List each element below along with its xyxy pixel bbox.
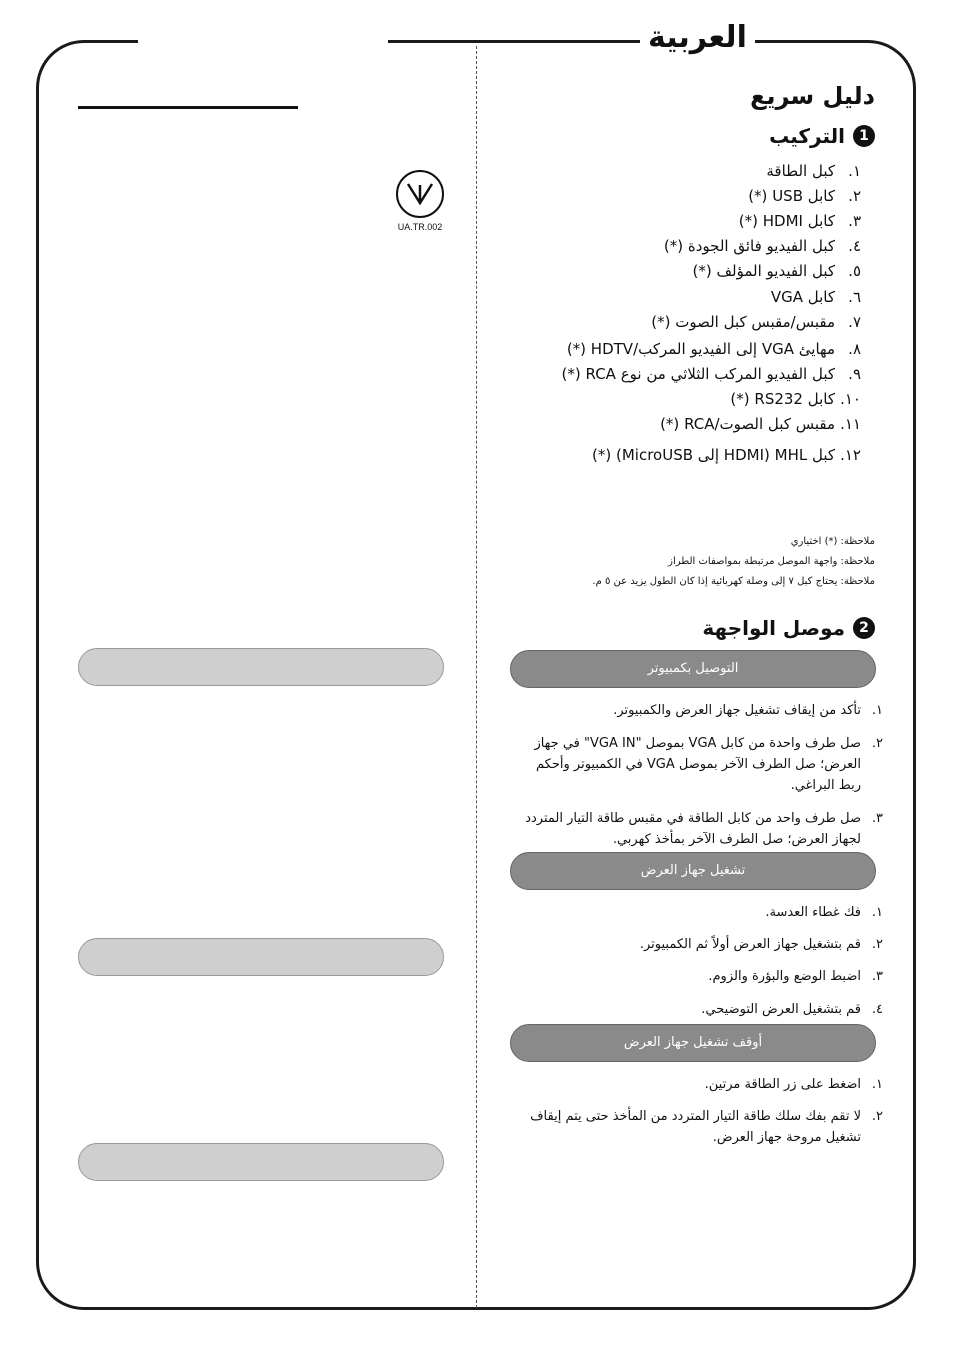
step-number: ٣. [871, 811, 883, 826]
installation-title: التركيب [769, 124, 845, 148]
item-number: ٣. [848, 212, 861, 230]
left-placeholder-bar-2 [78, 938, 444, 976]
list-item [739, 212, 861, 230]
note-cable-length: ملاحظة: يحتاج كبل ٧ إلى وصلة كهربائية إذا كان الطول يزيد عن ٥ م. [592, 576, 875, 587]
list-item [766, 162, 861, 180]
item-number: ٤. [848, 237, 861, 255]
item-number: ٩. [848, 365, 861, 383]
item-text: كبل الطاقة [766, 162, 835, 180]
item-text: كابل HDMI (*) [738, 212, 835, 230]
list-item [562, 365, 861, 383]
step-text: لا تقم بفك سلك طاقة التيار المتردد من المأخذ حتى يتم إيقاف تشغيل مروحة جهاز العرض. [530, 1109, 861, 1145]
step-number: ١. [871, 905, 883, 920]
item-text: مقبس كبل الصوت/RCA (*) [660, 415, 835, 433]
item-number: ١. [848, 162, 861, 180]
list-item [592, 446, 861, 464]
item-number: ٢. [848, 187, 861, 205]
item-text: كبل الفيديو المركب الثلاثي من نوع RCA (*) [561, 365, 835, 383]
step-number: ٣. [871, 969, 883, 984]
step-number: ٢. [871, 1109, 883, 1124]
interface-title: موصل الواجهة [702, 616, 845, 640]
item-text: كابل VGA [770, 288, 835, 306]
step-item [511, 966, 883, 987]
list-item [651, 313, 861, 331]
section-number-2-icon: 2 [853, 617, 875, 639]
item-number: ٧. [848, 313, 861, 331]
step-text: اضبط الوضع والبؤرة والزوم. [708, 969, 861, 984]
ukrainian-conformity-mark-icon [396, 170, 444, 218]
interface-heading [702, 616, 875, 640]
step-number: ٢. [871, 736, 883, 751]
step-item [511, 700, 883, 721]
left-placeholder-bar-1 [78, 648, 444, 686]
list-item [730, 390, 861, 408]
item-text: مقبس/مقبس كبل الصوت (*) [651, 313, 835, 331]
step-item [511, 733, 883, 796]
item-number: ١١. [840, 415, 861, 433]
list-item [567, 340, 861, 358]
column-divider [476, 46, 477, 1308]
item-text: كبل MHL (HDMI إلى MicroUSB) (*) [592, 446, 835, 464]
left-rule [78, 106, 298, 109]
list-item [660, 415, 861, 433]
note-connector: ملاحظة: واجهة الموصل مرتبطة بمواصفات الطراز [668, 556, 875, 567]
section-header-power-off: أوقف تشغيل جهاز العرض [510, 1024, 876, 1062]
item-number: ٥. [848, 262, 861, 280]
step-item [511, 902, 883, 923]
item-text: مهايئ VGA إلى الفيديو المركب/HDTV (*) [566, 340, 835, 358]
step-item [511, 808, 883, 850]
step-text: صل طرف واحدة من كابل VGA بموصل "VGA IN" في جهاز العرض؛ صل الطرف الآخر بموصل VGA في الكمبيوتر وأحكم ربط البراغي. [534, 736, 861, 793]
item-number: ٨. [848, 340, 861, 358]
step-item [511, 999, 883, 1020]
step-item [511, 1106, 883, 1148]
quick-start-title: دليل سريع [750, 82, 875, 110]
item-number: ١٢. [840, 446, 861, 464]
list-item [664, 237, 861, 255]
list-item [771, 288, 861, 306]
section-number-1-icon: 1 [853, 125, 875, 147]
item-text: كابل RS232 (*) [730, 390, 835, 408]
language-title: العربية [640, 16, 755, 60]
certification-label: UA.TR.002 [397, 222, 443, 232]
item-text: كبل الفيديو فائق الجودة (*) [663, 237, 835, 255]
item-number: ٦. [848, 288, 861, 306]
step-number: ٢. [871, 937, 883, 952]
step-item [511, 934, 883, 955]
step-number: ١. [871, 703, 883, 718]
item-number: ١٠. [840, 390, 861, 408]
list-item [693, 262, 861, 280]
step-text: تأكد من إيقاف تشغيل جهاز العرض والكمبيوتر. [613, 703, 861, 718]
frame-gap [138, 30, 388, 50]
list-item [748, 187, 861, 205]
step-item [511, 1074, 883, 1095]
step-number: ٤. [871, 1002, 883, 1017]
step-text: اضغط على زر الطاقة مرتين. [704, 1077, 861, 1092]
step-text: قم بتشغيل العرض التوضيحي. [701, 1002, 861, 1017]
step-text: فك غطاء العدسة. [765, 905, 861, 920]
notes-block [592, 532, 875, 592]
section-header-connect-computer: التوصيل بكمبيوتر [510, 650, 876, 688]
item-text: كابل USB (*) [748, 187, 835, 205]
certification-mark [392, 170, 448, 232]
installation-heading [769, 124, 875, 148]
step-number: ١. [871, 1077, 883, 1092]
step-text: قم بتشغيل جهاز العرض أولاً ثم الكمبيوتر. [639, 937, 861, 952]
left-placeholder-bar-3 [78, 1143, 444, 1181]
item-text: كبل الفيديو المؤلف (*) [692, 262, 835, 280]
section-header-power-on: تشغيل جهاز العرض [510, 852, 876, 890]
note-optional: ملاحظة: (*) اختياري [790, 536, 875, 547]
step-text: صل طرف واحد من كابل الطاقة في مقبس طاقة التيار المتردد لجهاز العرض؛ صل الطرف الآخر بمأخذ كهربي. [525, 811, 861, 847]
